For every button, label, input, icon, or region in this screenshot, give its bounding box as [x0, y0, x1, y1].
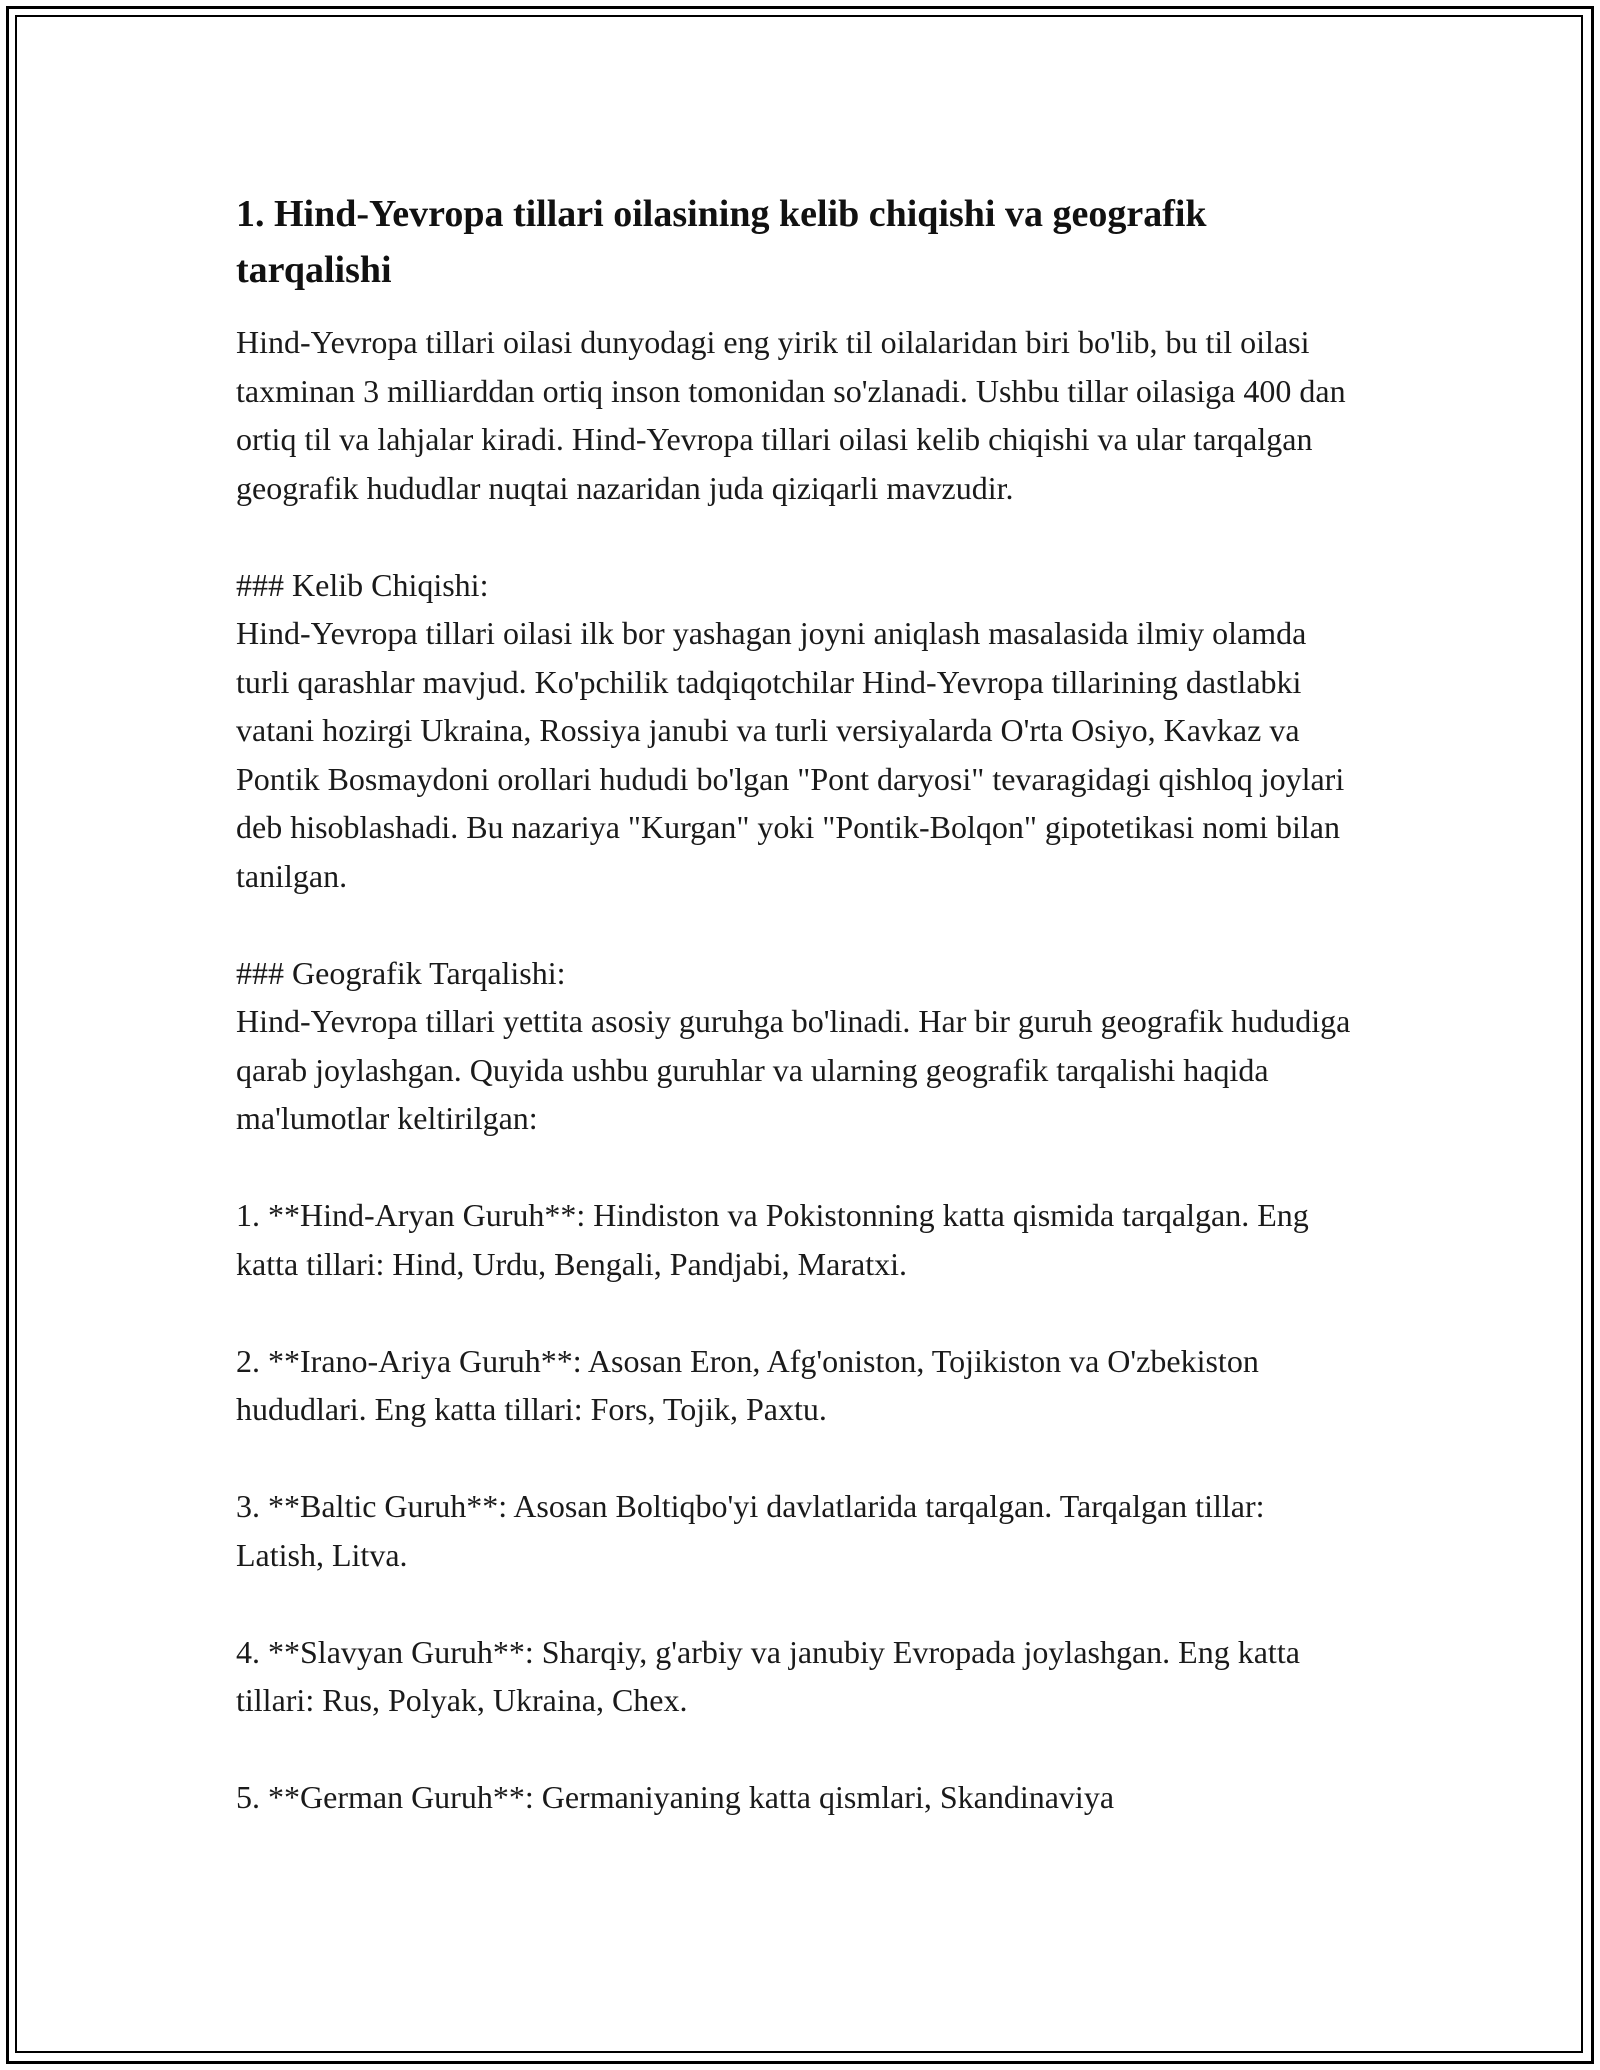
intro-paragraph: Hind-Yevropa tillari oilasi dunyodagi eng yirik til oilalaridan biri bo'lib, bu til oilasi taxminan 3 milliarddan ortiq inson tomonidan so'zlanadi. Ushbu tillar oilasiga 400 dan ortiq til va lahjalar kiradi. Hind-Yevropa tillari oilasi kelib chiqishi va ular tarqalgan geografik hududlar nuqtai nazaridan juda qiziqarli mavzudir. — [236, 324, 1354, 506]
paragraph-gap — [236, 900, 1356, 949]
paragraph-gap — [236, 1579, 1356, 1628]
group-item-slavyan: 4. **Slavyan Guruh**: Sharqiy, g'arbiy va janubiy Evropada joylashgan. Eng katta tillari: Rus, Polyak, Ukraina, Chex. — [236, 1633, 1308, 1718]
origin-heading: ### Kelib Chiqishi: — [236, 566, 489, 603]
group-item-hind-aryan: 1. **Hind-Aryan Guruh**: Hindiston va Pokistonning katta qismida tarqalgan. Eng katta tillari: Hind, Urdu, Bengali, Pandjabi, Maratxi. — [236, 1197, 1317, 1282]
paragraph-gap — [236, 512, 1356, 561]
geography-paragraph: Hind-Yevropa tillari yettita asosiy guruhga bo'linadi. Har bir guruh geografik hududiga qarab joylashgan. Quyida ushbu guruhlar va ularning geografik tarqalishi haqida ma'lumotlar keltirilgan: — [236, 1003, 1359, 1136]
geography-heading: ### Geografik Tarqalishi: — [236, 954, 566, 991]
paragraph-gap — [236, 1434, 1356, 1483]
origin-paragraph: Hind-Yevropa tillari oilasi ilk bor yashagan joyni aniqlash masalasida ilmiy olamda turli qarashlar mavjud. Ko'pchilik tadqiqotchilar Hind-Yevropa tillarining dastlabki vatani hozirgi Ukraina, Rossiya janubi va turli versiyalarda O'rta Osiyo, Kavkaz va Pontik Bosmaydoni orollari hududi bo'lgan "Pont daryosi" tevaragidagi qishloq joylari deb hisoblashadi. Bu nazariya "Kurgan" yoki "Pontik-Bolqon" gipotetikasi nomi bilan tanilgan. — [236, 615, 1353, 894]
group-item-german: 5. **German Guruh**: Germaniyaning katta qismlari, Skandinaviya — [236, 1779, 1115, 1815]
paragraph-gap — [236, 1288, 1356, 1337]
document-body — [236, 186, 1359, 1822]
document-title: 1. Hind-Yevropa tillari oilasining kelib chiqishi va geografik tarqalishi — [236, 193, 1207, 291]
paragraph-gap — [236, 1725, 1356, 1774]
group-item-baltic: 3. **Baltic Guruh**: Asosan Boltiqbo'yi davlatlarida tarqalgan. Tarqalgan tillar: Latish, Litva. — [236, 1488, 1273, 1573]
group-item-irano-ariya: 2. **Irano-Ariya Guruh**: Asosan Eron, Afg'oniston, Tojikiston va O'zbekiston hududlari. Eng katta tillari: Fors, Tojik, Paxtu. — [236, 1342, 1267, 1427]
paragraph-gap — [236, 1143, 1356, 1192]
